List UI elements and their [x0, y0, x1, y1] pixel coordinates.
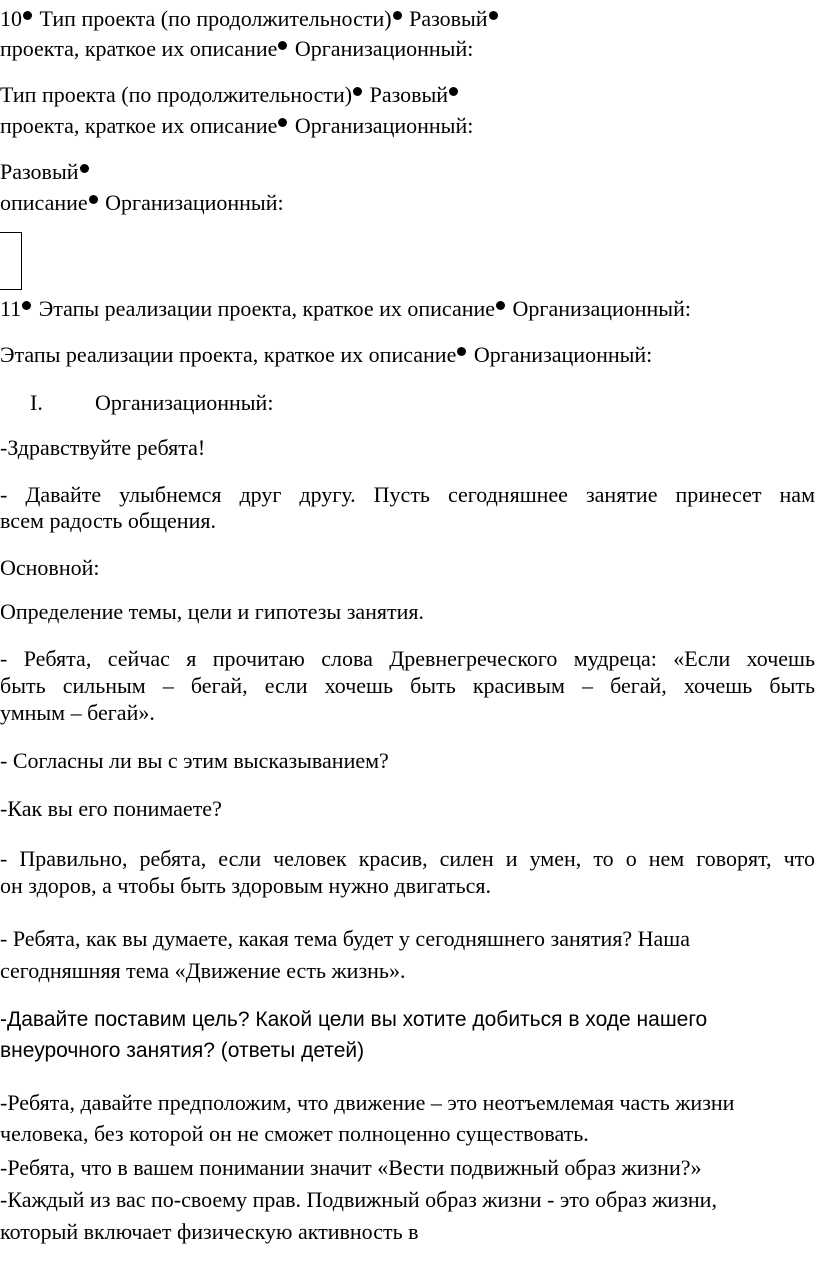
bullet-icon [23, 11, 32, 20]
header-text: Организационный: [294, 113, 474, 138]
stage-numeral: I. [30, 390, 43, 415]
header-text: Организационный: [294, 36, 474, 61]
header-text: Разовый [0, 159, 79, 184]
header-line-3 [0, 82, 460, 108]
theme-line-2: сегодняшняя тема «Движение есть жизнь». [0, 958, 406, 983]
header-text: Разовый [369, 82, 449, 107]
header-line-6 [0, 190, 284, 216]
bullet-icon [80, 164, 89, 173]
header-line-4 [0, 113, 473, 139]
header-text: Разовый [409, 6, 488, 31]
header-line-7 [0, 296, 691, 322]
header-line-5 [0, 159, 91, 185]
header-text: Организационный: [473, 342, 653, 367]
suppose-line-1: -Ребята, давайте предположим, что движение – это неотъемлемая часть жизни [0, 1090, 735, 1115]
header-number-10: 10 [0, 6, 22, 31]
bullet-icon [457, 347, 466, 356]
quote-line-2: быть сильным – бегай, если хочешь быть красивым – бегай, хочешь быть [0, 673, 815, 698]
theme-line-1: - Ребята, как вы думаете, какая тема будет у сегодняшнего занятия? Наша [0, 926, 690, 951]
bullet-icon [353, 87, 362, 96]
main-heading: Основной: [0, 555, 100, 580]
goal-line-2: внеурочного занятия? (ответы детей) [0, 1039, 365, 1062]
header-text: Этапы реализации проекта, краткое их описание [0, 342, 457, 367]
header-text: Организационный: [512, 296, 691, 321]
bullet-icon [278, 118, 287, 127]
bullet-icon [89, 195, 98, 204]
empty-frame [0, 232, 22, 290]
bullet-icon [489, 11, 498, 20]
right-line-2: он здоров, а чтобы быть здоровым нужно двигаться. [0, 873, 492, 898]
header-text: Тип проекта (по продолжительности) [39, 6, 392, 31]
bullet-icon [22, 301, 31, 310]
stage-title: Организационный: [95, 390, 274, 415]
smile-line-2: всем радость общения. [0, 508, 216, 533]
header-text: проекта, краткое их описание [0, 36, 278, 61]
bullet-icon [278, 41, 287, 50]
topic-line: Определение темы, цели и гипотезы занятия. [0, 599, 425, 624]
header-text: проекта, краткое их описание [0, 113, 278, 138]
goal-line-1: -Давайте поставим цель? Какой цели вы хотите добиться в ходе нашего [0, 1008, 708, 1031]
header-text: описание [0, 190, 88, 215]
header-number-11: 11 [0, 296, 22, 321]
header-text: Этапы реализации проекта, краткое их описание [38, 296, 496, 321]
quote-line-1: - Ребята, сейчас я прочитаю слова Древнегреческого мудреца: «Если хочешь [0, 646, 815, 671]
header-line-1 [0, 6, 500, 32]
each-line-2: который включает физическую активность в [0, 1219, 419, 1244]
each-line-1: -Каждый из вас по-своему прав. Подвижный образ жизни - это образ жизни, [0, 1187, 717, 1212]
mobile-line: -Ребята, что в вашем понимании значит «Вести подвижный образ жизни?» [0, 1155, 702, 1180]
header-text: Организационный: [105, 190, 284, 215]
bullet-icon [449, 87, 458, 96]
quote-line-3: умным – бегай». [0, 700, 155, 725]
suppose-line-2: человека, без которой он не сможет полноценно существовать. [0, 1121, 589, 1146]
header-line-8 [0, 342, 652, 368]
header-text: Тип проекта (по продолжительности) [0, 82, 353, 107]
greeting-line: -Здравствуйте ребята! [0, 435, 206, 460]
bullet-icon [496, 301, 505, 310]
right-line-1: - Правильно, ребята, если человек красив, силен и умен, то о нем говорят, что [0, 846, 815, 871]
agree-line: - Согласны ли вы с этим высказыванием? [0, 748, 389, 773]
header-line-2 [0, 36, 473, 62]
smile-line-1: - Давайте улыбнемся друг другу. Пусть сегодняшнее занятие принесет нам [0, 482, 815, 507]
understand-line: -Как вы его понимаете? [0, 796, 222, 821]
bullet-icon [393, 11, 402, 20]
